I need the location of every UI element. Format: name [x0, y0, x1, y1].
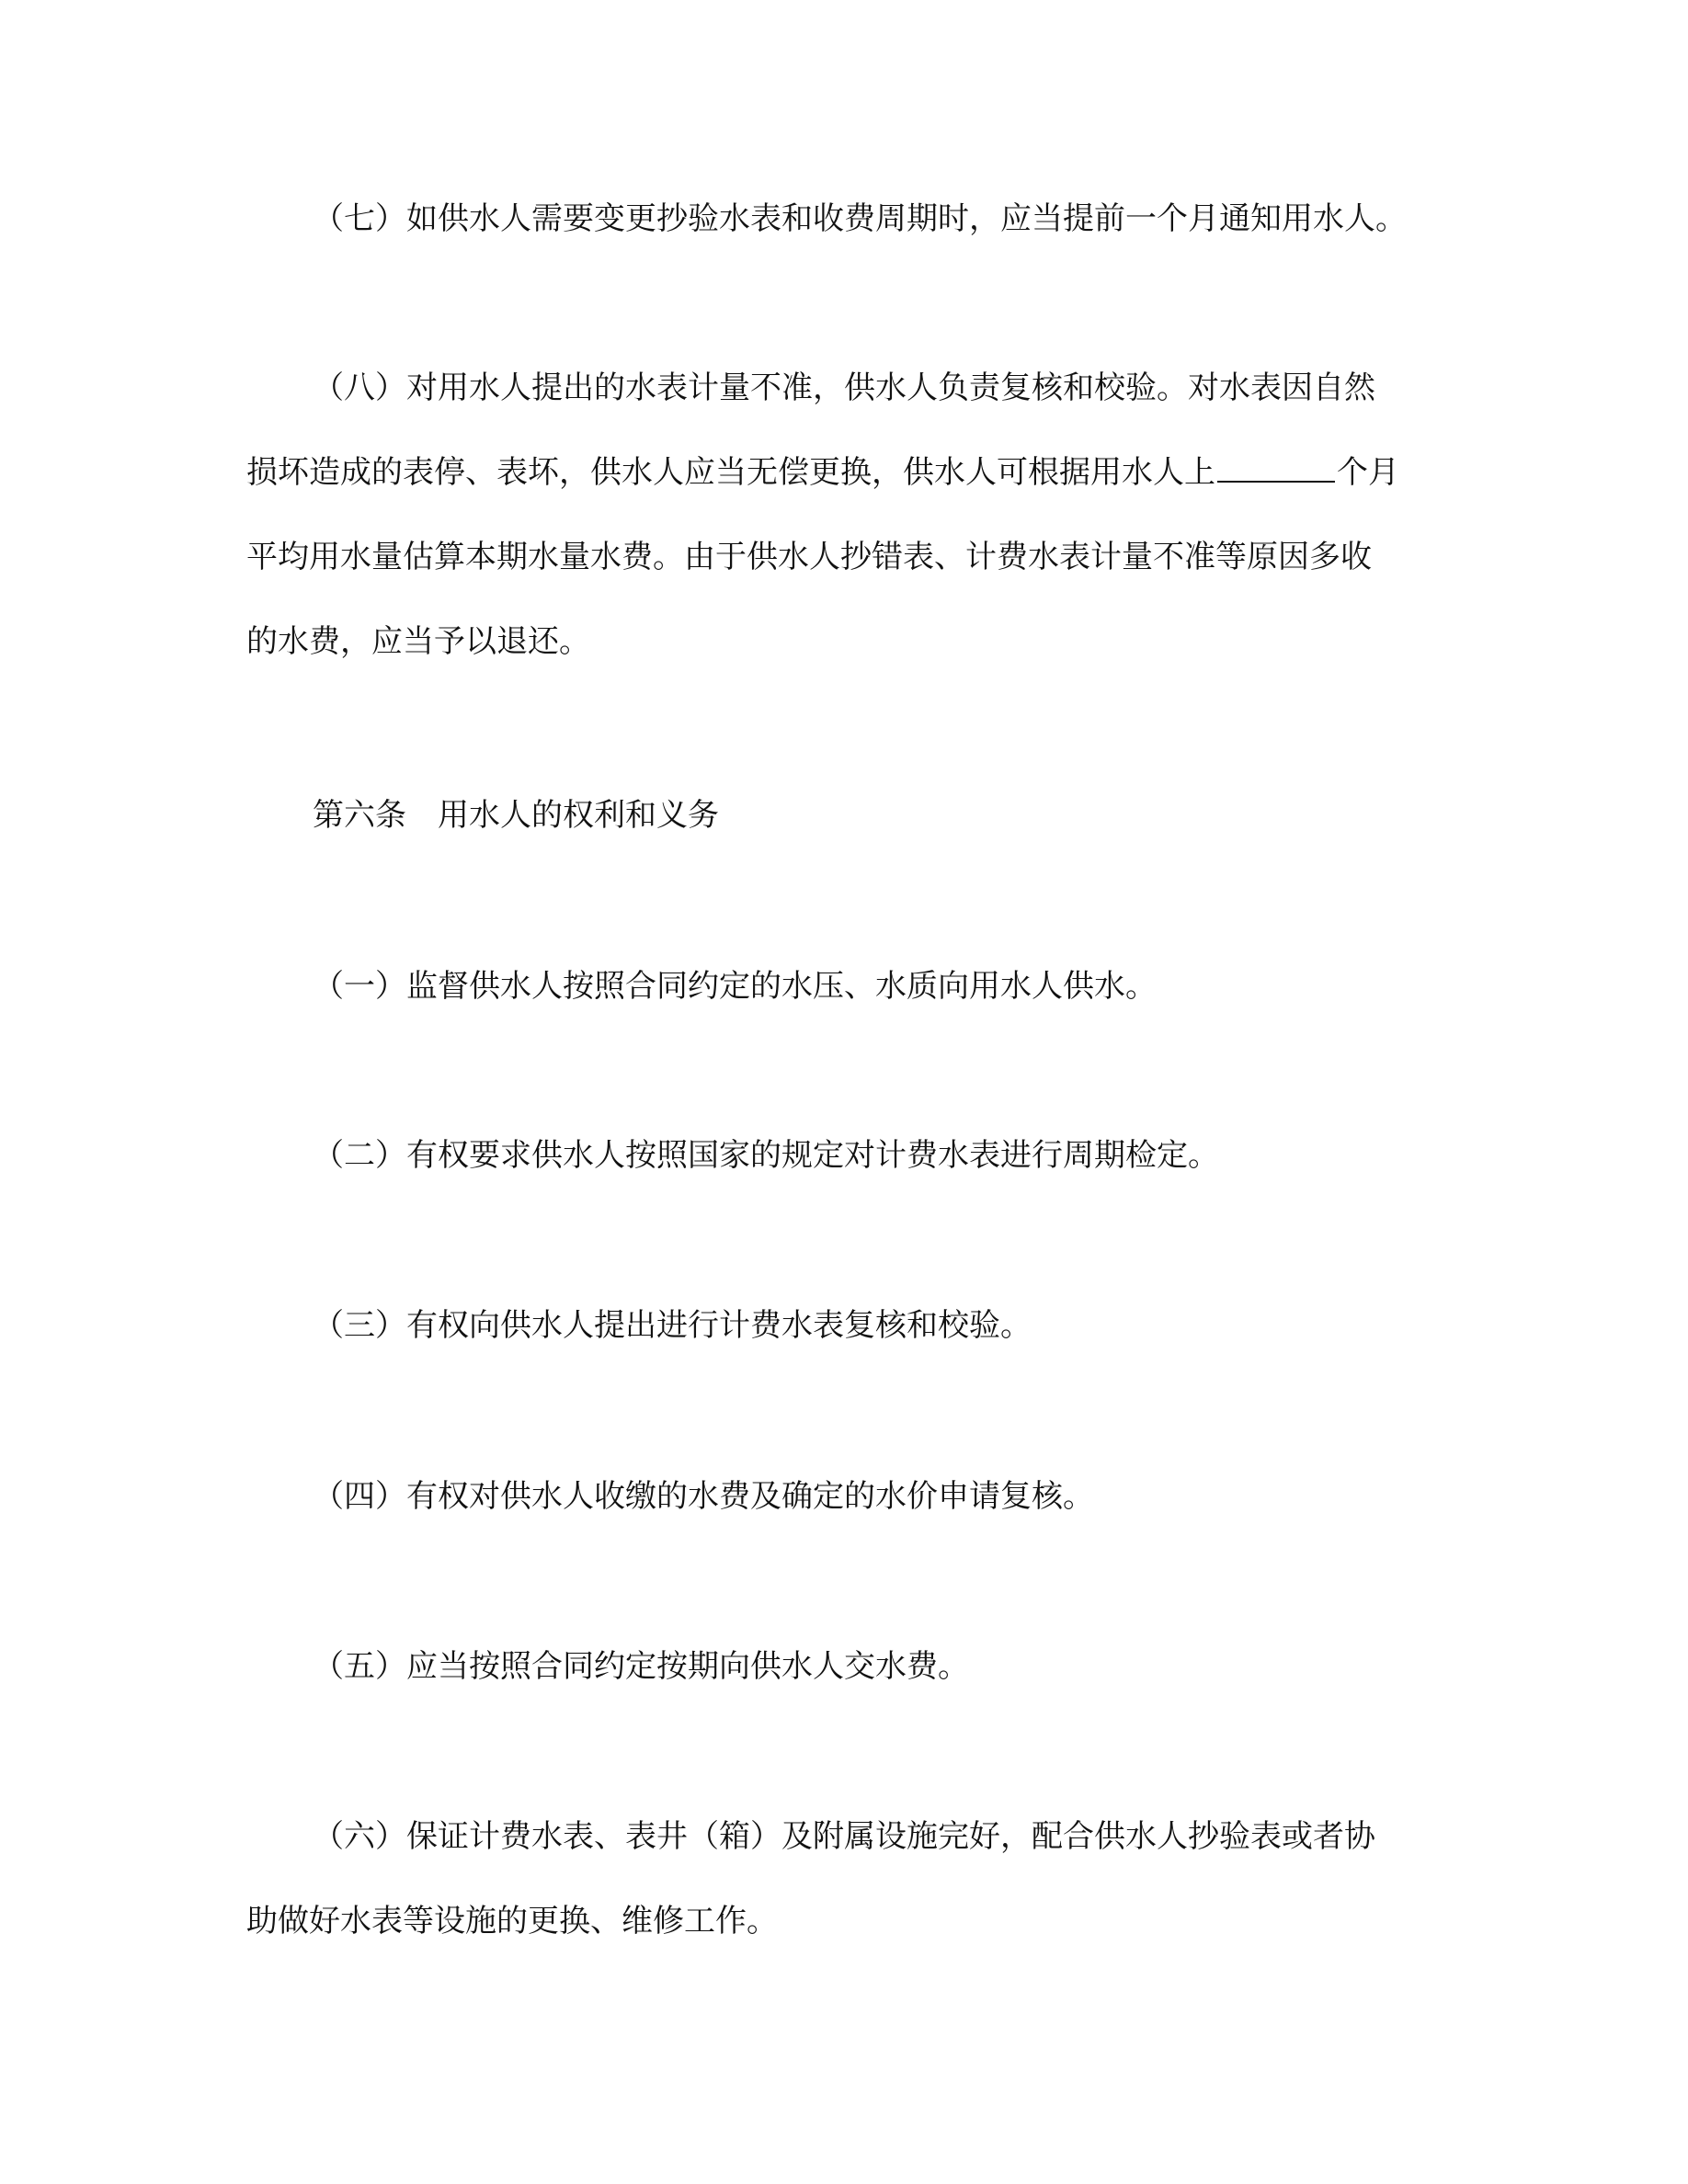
item-2: [246, 1113, 1442, 1198]
item-5: [246, 1624, 1442, 1709]
clause-7-text: （七）如供水人需要变更抄验水表和收费周期时，应当提前一个月通知用水人。: [313, 200, 1407, 237]
item-6: [246, 1794, 1442, 1963]
fill-in-blank[interactable]: [1217, 453, 1335, 483]
clause-8-line-4: 的水费，应当予以退还。: [246, 623, 590, 660]
item-6-line-1: （六）保证计费水表、表井（箱）及附属设施完好，配合供水人抄验表或者协: [313, 1818, 1375, 1855]
item-6-line-2: 助做好水表等设施的更换、维修工作。: [246, 1903, 778, 1939]
item-4: [246, 1454, 1442, 1539]
item-5-text: （五）应当按照合同约定按期向供水人交水费。: [313, 1648, 969, 1685]
item-1-text: （一）监督供水人按照合同约定的水压、水质向用水人供水。: [313, 968, 1157, 1005]
clause-8-line-3: 平均用水量估算本期水量水费。由于供水人抄错表、计费水表计量不准等原因多收: [246, 539, 1372, 575]
article-6-heading-text: 第六条 用水人的权利和义务: [313, 797, 719, 834]
clause-7: [246, 176, 1442, 261]
clause-8-line-1: （八）对用水人提出的水表计量不准，供水人负责复核和校验。对水表因自然: [313, 370, 1375, 406]
item-3: [246, 1283, 1442, 1368]
item-2-text: （二）有权要求供水人按照国家的规定对计费水表进行周期检定。: [313, 1137, 1219, 1174]
clause-8: [246, 346, 1442, 684]
item-1: [246, 944, 1442, 1029]
article-6-heading: [246, 773, 1442, 858]
item-3-text: （三）有权向供水人提出进行计费水表复核和校验。: [313, 1307, 1032, 1344]
clause-8-line-2: 损坏造成的表停、表坏，供水人应当无偿更换，供水人可根据用水人上 个月: [246, 454, 1399, 491]
item-4-text: （四）有权对供水人收缴的水费及确定的水价申请复核。: [313, 1478, 1094, 1515]
